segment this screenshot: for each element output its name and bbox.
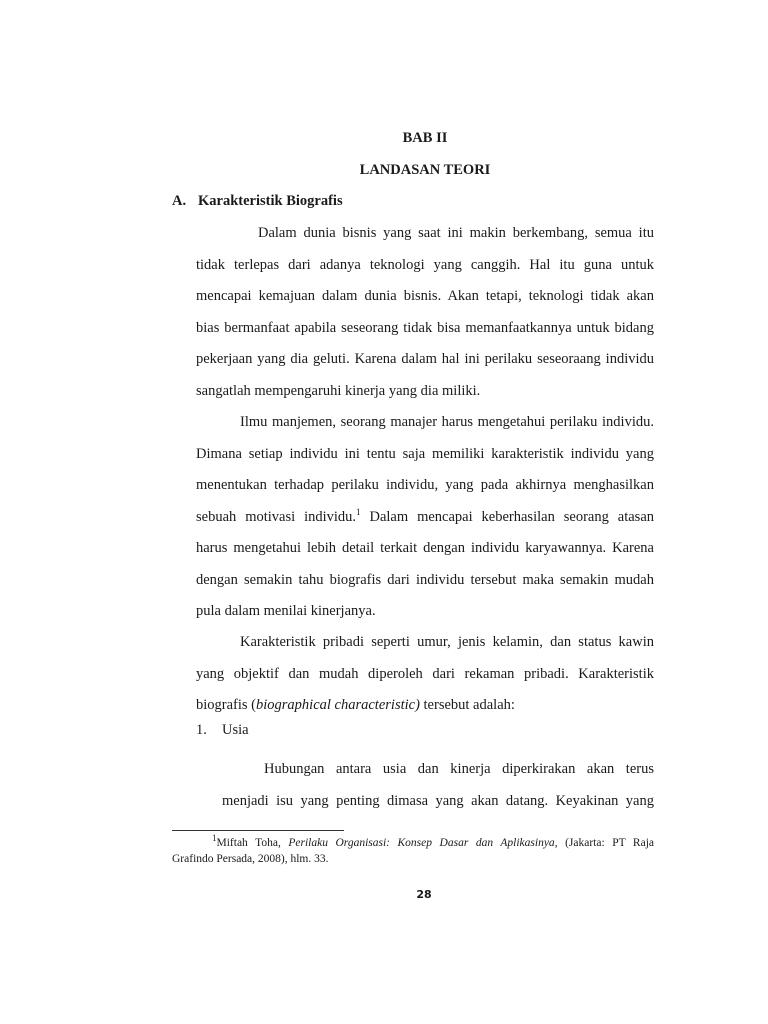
footnote-line: Grafindo Persada, 2008), hlm. 33. — [172, 853, 329, 865]
paragraph-line: sangatlah mempengaruhi kinerja yang dia miliki. — [196, 382, 481, 399]
paragraph-line — [196, 690, 654, 722]
paragraph-line: Ilmu manjemen, seorang manajer harus mengetahui perilaku individu. — [240, 414, 654, 430]
list-item-number: 1. — [196, 722, 207, 738]
footnote-book-title: Perilaku Organisasi: Konsep Dasar dan Aplikasinya — [288, 837, 555, 849]
paragraph-text: sebuah motivasi individu. — [196, 508, 357, 525]
paragraph-line — [196, 502, 654, 534]
section-number: A. — [172, 193, 187, 209]
paragraph-2 — [196, 407, 654, 628]
paragraph-line: pula dalam menilai kinerjanya. — [196, 603, 376, 619]
footnote-publisher: , (Jakarta: PT Raja — [554, 837, 655, 849]
footnote-divider — [172, 830, 344, 831]
footnote-line — [172, 835, 654, 851]
paragraph-text: Dalam mencapai keberhasilan seorang atasan — [360, 508, 655, 525]
paragraph-3 — [196, 627, 654, 722]
paragraph-line: dengan semakin tahu biografis dari individu tersebut maka semakin mudah — [196, 571, 654, 588]
paragraph-1 — [196, 218, 654, 407]
list-item-usia — [196, 722, 249, 739]
paragraph-line: harus mengetahui lebih detail terkait dengan individu karyawannya. Karena — [196, 540, 654, 556]
section-heading — [172, 193, 343, 210]
paragraph-line: pekerjaan yang dia geluti. Karena dalam hal ini perilaku seseoraang individu — [196, 351, 654, 367]
chapter-title: LANDASAN TEORI — [359, 162, 491, 178]
paragraph-line: Dimana setiap individu ini tentu saja memiliki karakteristik individu yang — [196, 445, 654, 462]
paragraph-text: tersebut adalah: — [419, 697, 515, 713]
paragraph-4 — [222, 754, 654, 817]
section-title: Karakteristik Biografis — [198, 193, 343, 209]
paragraph-line: bias bermanfaat apabila seseorang tidak bisa memanfaatkannya untuk bidang — [196, 319, 654, 336]
list-item-label: Usia — [222, 722, 249, 738]
page-number: 28 — [416, 888, 432, 901]
paragraph-line: mencapai kemajuan dalam dunia bisnis. Akan tetapi, teknologi tidak akan — [196, 288, 654, 304]
paragraph-text: biografis ( — [196, 697, 256, 713]
footnote-author: Miftah Toha, — [216, 837, 289, 849]
paragraph-line: Hubungan antara usia dan kinerja diperkirakan akan terus — [264, 761, 654, 777]
footnote-reference[interactable]: 1 — [356, 506, 361, 517]
chapter-heading: BAB II — [402, 130, 448, 146]
italic-term: biographical characteristic) — [256, 697, 420, 713]
footnote-marker: 1 — [212, 833, 217, 844]
footnote — [172, 835, 654, 867]
paragraph-line: Karakteristik pribadi seperti umur, jenis kelamin, dan status kawin — [240, 634, 654, 650]
paragraph-line: tidak terlepas dari adanya teknologi yang canggih. Hal itu guna untuk — [196, 256, 654, 273]
paragraph-line: Dalam dunia bisnis yang saat ini makin berkembang, semua itu — [258, 225, 654, 241]
paragraph-line: yang objektif dan mudah diperoleh dari rekaman pribadi. Karakteristik — [196, 665, 654, 682]
paragraph-line: menjadi isu yang penting dimasa yang akan datang. Keyakinan yang — [222, 792, 654, 809]
paragraph-line: menentukan terhadap perilaku individu, yang pada akhirnya menghasilkan — [196, 477, 654, 493]
